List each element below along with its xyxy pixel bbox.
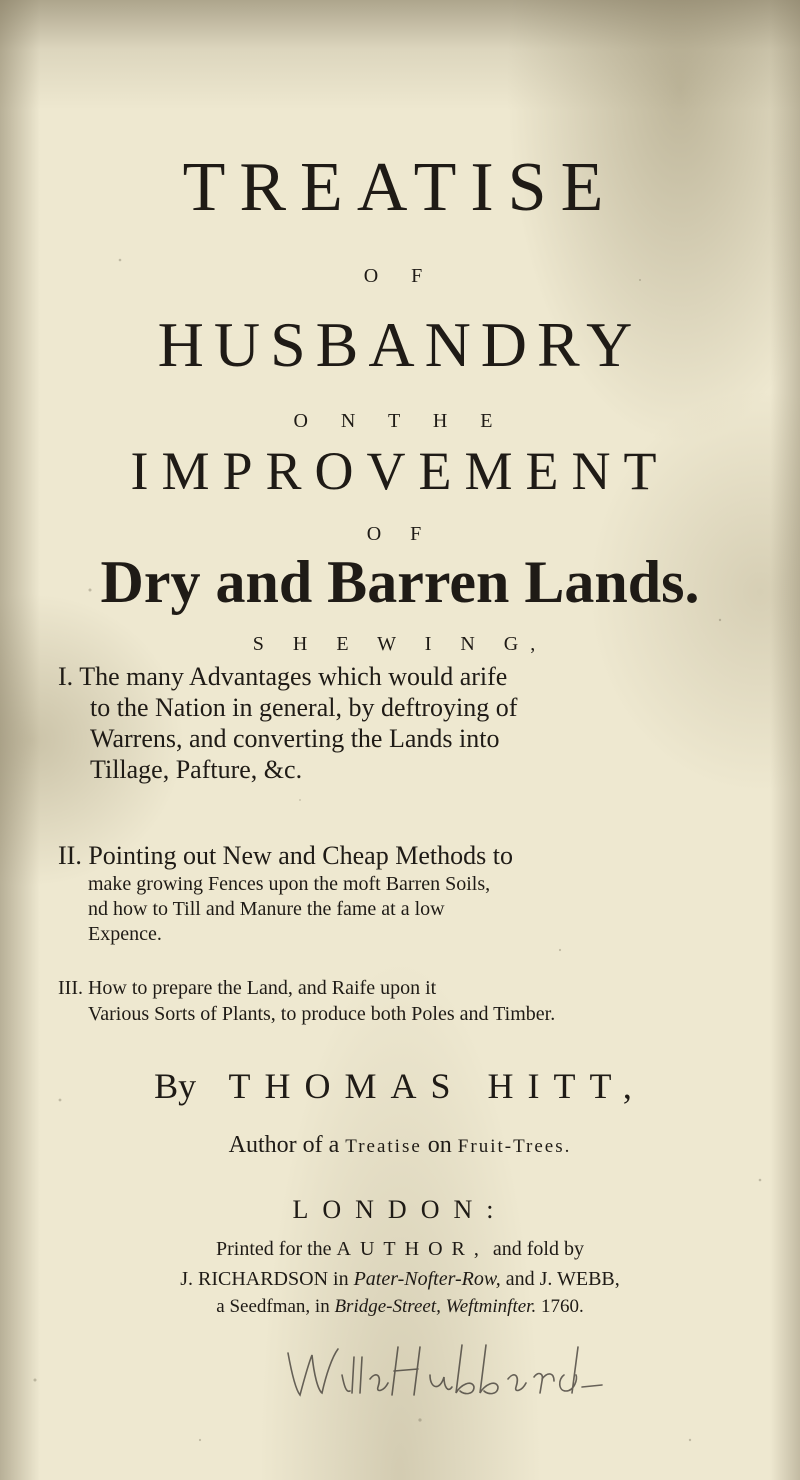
point-one-line-3: Warrens, and converting the Lands into bbox=[90, 724, 500, 753]
imprint-printed-prefix: Printed for the bbox=[216, 1238, 332, 1260]
author-name: THOMAS HITT, bbox=[228, 1066, 646, 1106]
point-one-line-1: I. The many Advantages which would arife bbox=[58, 662, 508, 691]
point-two-line-3: nd how to Till and Manure the fame at a low bbox=[88, 898, 445, 920]
imprint-line-3 bbox=[0, 1296, 800, 1318]
point-one bbox=[58, 661, 517, 785]
author-credentials bbox=[0, 1132, 800, 1159]
title-improvement: IMPROVEMENT bbox=[130, 441, 670, 501]
imprint-pater-noster-row: Pater-Nofter-Row, bbox=[353, 1268, 501, 1290]
shewing-heading: S H E W I N G, bbox=[252, 633, 548, 655]
byline bbox=[0, 1065, 800, 1107]
title-of-2: O F bbox=[366, 523, 434, 545]
title-of-1: O F bbox=[363, 265, 437, 287]
point-two-line-4: Expence. bbox=[88, 923, 162, 945]
author-prefix: Author of a bbox=[228, 1132, 340, 1158]
imprint-seedsman: a Seedfman, in bbox=[216, 1296, 330, 1317]
handwritten-signature bbox=[280, 1335, 610, 1405]
imprint-line-1 bbox=[0, 1238, 800, 1261]
point-three bbox=[58, 975, 555, 1027]
top-stain bbox=[0, 0, 800, 110]
point-one-line-2: to the Nation in general, by deftroying of bbox=[90, 693, 518, 722]
imprint-webb: and J. WEBB, bbox=[505, 1268, 620, 1290]
title-husbandry: HUSBANDRY bbox=[157, 309, 643, 380]
imprint-bridge-street: Bridge-Street, Weftminfter. bbox=[334, 1296, 537, 1317]
title-on-the: O N T H E bbox=[293, 410, 507, 432]
point-two-body bbox=[88, 872, 490, 947]
imprint-richardson: J. RICHARDSON in bbox=[180, 1268, 349, 1290]
title-treatise: TREATISE bbox=[182, 149, 618, 226]
point-three-line-1: III. How to prepare the Land, and Raife upon it bbox=[58, 977, 437, 999]
point-two-line-2: make growing Fences upon the moft Barren Soils, bbox=[88, 873, 491, 895]
imprint-line-2 bbox=[0, 1268, 800, 1291]
imprint-author-word: AUTHOR, bbox=[336, 1238, 488, 1260]
imprint-year: 1760. bbox=[540, 1296, 584, 1317]
author-on: on bbox=[427, 1132, 452, 1158]
author-work-2: Fruit-Trees. bbox=[457, 1136, 572, 1157]
point-three-line-2: Various Sorts of Plants, to produce both Poles and Timber. bbox=[88, 1003, 556, 1025]
author-work-1: Treatise bbox=[345, 1136, 422, 1157]
imprint-printed-suffix: and fold by bbox=[492, 1238, 584, 1260]
imprint-city: LONDON: bbox=[292, 1195, 508, 1224]
title-dry-barren-lands: Dry and Barren Lands. bbox=[100, 549, 700, 615]
point-one-line-4: Tillage, Pafture, &c. bbox=[90, 755, 303, 784]
byline-by: By bbox=[154, 1066, 197, 1106]
point-two-line-1: II. Pointing out New and Cheap Methods to bbox=[58, 841, 513, 870]
